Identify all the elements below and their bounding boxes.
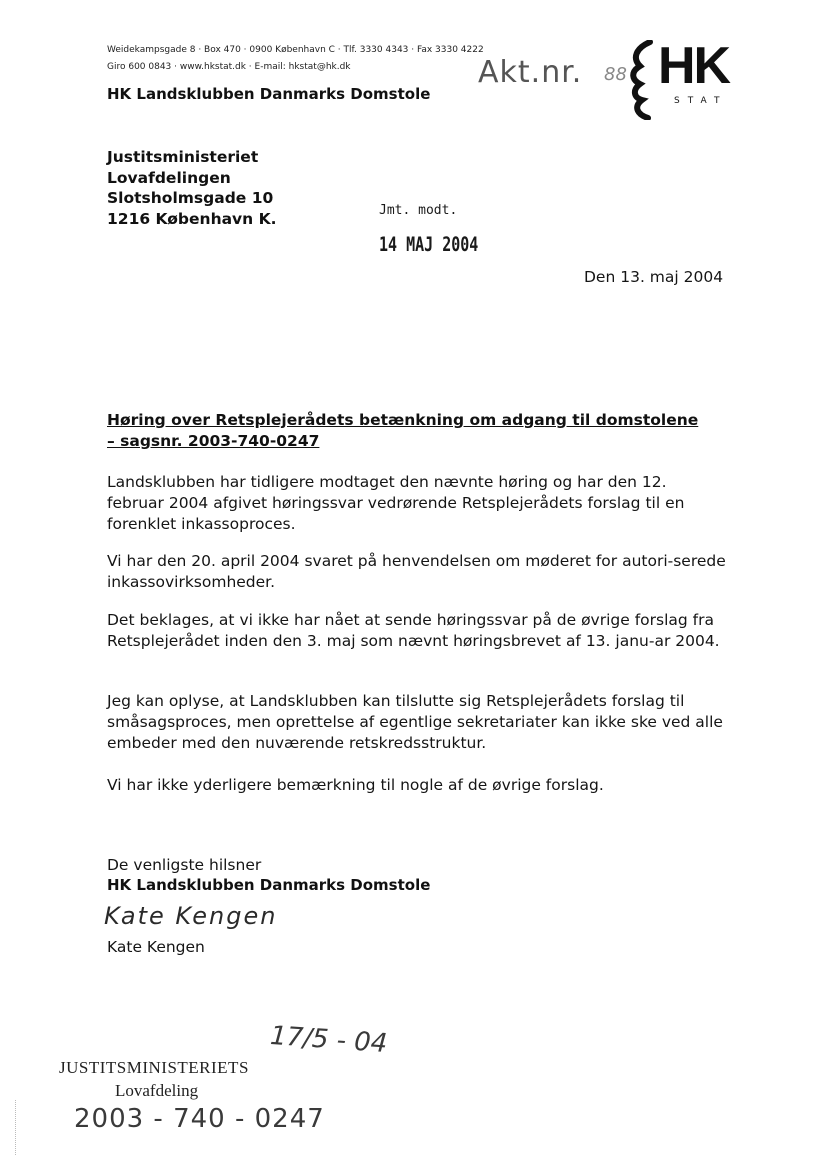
subject-line-1: Høring over Retsplejerådets betænkning om adgang til domstolene: [107, 411, 699, 429]
logo-text: HK: [658, 37, 730, 95]
received-stamp-label: Jmt. modt.: [379, 203, 458, 218]
akt-nr-value: 88: [604, 64, 627, 85]
handwritten-date: 17/5 - 04: [269, 1020, 389, 1060]
hk-logo: [622, 38, 742, 120]
akt-nr-stamp: Akt.nr.: [478, 55, 583, 90]
paragraph-1: Landsklubben har tidligere modtaget den nævnte høring og har den 12. februar 2004 afgivet høringssvar vedrørende Retsplejerådets forslag til en forenklet inkassoproces.: [107, 473, 685, 533]
letterhead-contact: Giro 600 0843 · www.hkstat.dk · E-mail: hkstat@hk.dk: [107, 62, 351, 72]
received-stamp-date: 14 MAJ 2004: [379, 233, 479, 257]
closing-organization: HK Landsklubben Danmarks Domstole: [107, 876, 431, 894]
handwritten-signature: Kate Kengen: [104, 902, 278, 930]
signer-name: Kate Kengen: [107, 938, 205, 956]
paragraph-4: Jeg kan oplyse, at Landsklubben kan tilslutte sig Retsplejerådets forslag til småsagsproces, men oprettelse af egentlige sekretariater kan ikke ske ved alle embeder med den nuværende retskredsstruktur.: [107, 692, 723, 752]
subject: [107, 410, 747, 452]
ministry-stamp-line-1: JUSTITSMINISTERIETS: [59, 1058, 249, 1077]
recipient-line-1: Justitsministeriet: [107, 148, 259, 166]
recipient-line-3: Slotsholmsgade 10: [107, 189, 274, 207]
recipient-line-4: 1216 København K.: [107, 209, 277, 228]
letter-date: Den 13. maj 2004: [584, 268, 724, 286]
subject-line-2: – sagsnr. 2003-740-0247: [107, 432, 320, 450]
paragraph-2: Vi har den 20. april 2004 svaret på henvendelsen om møderet for autori-serede inkassovirksomheder.: [107, 552, 726, 591]
edge-mark: [15, 1100, 19, 1155]
recipient-line-2: Lovafdelingen: [107, 168, 231, 187]
handwritten-case-number: 2003 - 740 - 0247: [74, 1104, 325, 1134]
closing-greeting: De venligste hilsner: [107, 856, 262, 874]
ministry-stamp-line-2: Lovafdeling: [115, 1081, 199, 1100]
paragraph-5: Vi har ikke yderligere bemærkning til nogle af de øvrige forslag.: [107, 776, 604, 794]
logo-subtext: STAT: [674, 96, 728, 106]
logo-profile-icon: [622, 40, 662, 120]
recipient-address: [107, 147, 277, 229]
paragraph-3: Det beklages, at vi ikke har nået at sende høringssvar på de øvrige forslag fra Retsplejerådet inden den 3. maj som nævnt høringsbrevet af 13. janu-ar 2004.: [107, 611, 720, 650]
letterhead-address: Weidekampsgade 8 · Box 470 · 0900 København C · Tlf. 3330 4343 · Fax 3330 4222: [107, 45, 484, 55]
letterhead-organization: HK Landsklubben Danmarks Domstole: [107, 85, 431, 103]
